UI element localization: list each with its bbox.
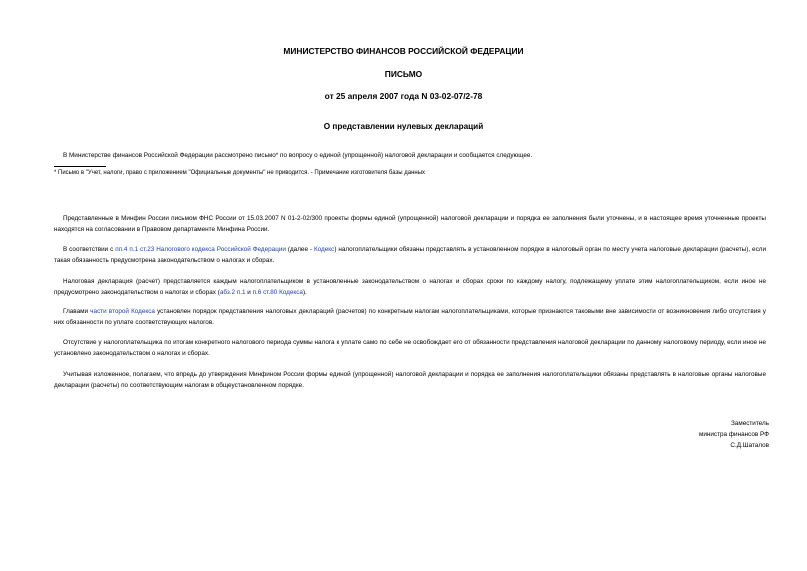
- paragraph-3: [54, 277, 766, 298]
- footnote-divider: [54, 166, 106, 167]
- paragraph-4: [54, 307, 766, 328]
- signature-title-1: Заместитель: [730, 420, 769, 427]
- paragraph-2: [54, 245, 766, 266]
- ministry-heading: МИНИСТЕРСТВО ФИНАНСОВ РОССИЙСКОЙ ФЕДЕРАЦИИ: [283, 46, 524, 56]
- subject-heading: О представлении нулевых деклараций: [323, 122, 484, 131]
- paragraph-1: Представленные в Минфин России письмом ФНС России от 15.03.2007 N 01-2-02/300 проекты формы единой (упрощенной) налоговой декларации и порядка ее заполнения были уточнены, и в настоящее время уточненные проекты находятся на согласовании в Правовом департаменте Минфина России.: [54, 215, 766, 233]
- date-number-heading: от 25 апреля 2007 года N 03-02-07/2-78: [324, 91, 483, 101]
- paragraph-5: Отсутствие у налогоплательщика по итогам конкретного налогового периода суммы налога к уплате само по себе не освобождает его от обязанности представления налоговой декларации по данному налоговому периоду, если иное не установлено законодательством о налогах и сборах.: [54, 339, 766, 357]
- link-code[interactable]: Кодекс: [313, 246, 335, 253]
- link-abz2-p1[interactable]: абз.2 п.1: [219, 288, 246, 296]
- signature-name: С.Д.Шаталов: [730, 442, 769, 449]
- paragraph-4-post: установлен порядок представления налоговых деклараций (расчетов) по конкретным налогам налогоплательщиками, которые признаются таковыми вне зависимости от возникновения либо отсутствия у них обязанности по уплате соответствующих налогов.: [54, 308, 766, 326]
- doc-type-heading: ПИСЬМО: [384, 69, 423, 79]
- paragraph-2-post: ) налогоплательщики обязаны представлять в установленном порядке в налоговый орган по месту учета налоговые декларации (расчеты), если такая обязанность предусмотрена законодательством о налогах и сборах.: [54, 246, 766, 264]
- paragraph-2-mid: (далее -: [285, 246, 314, 253]
- signature-title-2: министра финансов РФ: [698, 431, 769, 438]
- paragraph-3-mid: и: [245, 288, 253, 296]
- link-tax-code-article[interactable]: пп.4 п.1 ст.23 Налогового кодекса Российской Федерации: [115, 246, 286, 253]
- intro-paragraph: В Министерстве финансов Российской Федерации рассмотрено письмо* по вопросу о единой (упрощенной) налоговой декларации и сообщается следующее.: [63, 152, 533, 159]
- paragraph-3-pre: Налоговая декларация (расчет) представляется каждым налогоплательщиком в установленные законодательством о налогах и сборах сроки по каждому налогу, подлежащему уплате этим налогоплательщиком, если иное не предусмотрено законодательством о налогах и сборах (: [54, 278, 766, 296]
- paragraph-2-pre: В соответствии с: [63, 246, 116, 253]
- link-p6-st80[interactable]: п.6 ст.80 Кодекса: [252, 288, 303, 296]
- footnote-text: * Письмо в "Учет, налоги, право с приложением "Официальные документы" не приводится. - Примечание изготовителя базы данных: [54, 170, 426, 176]
- paragraph-3-post: ).: [302, 288, 307, 296]
- paragraph-4-pre: Главами: [63, 308, 91, 315]
- paragraph-6: Учитывая изложенное, полагаем, что впредь до утверждения Минфином России формы единой (упрощенной) налоговой декларации и порядка ее заполнения налогоплательщики обязаны представлять в налоговые органы налоговые декларации (расчеты) по соответствующим налогам в общеустановленном порядке.: [54, 371, 766, 389]
- link-part-two-code[interactable]: части второй Кодекса: [90, 308, 155, 315]
